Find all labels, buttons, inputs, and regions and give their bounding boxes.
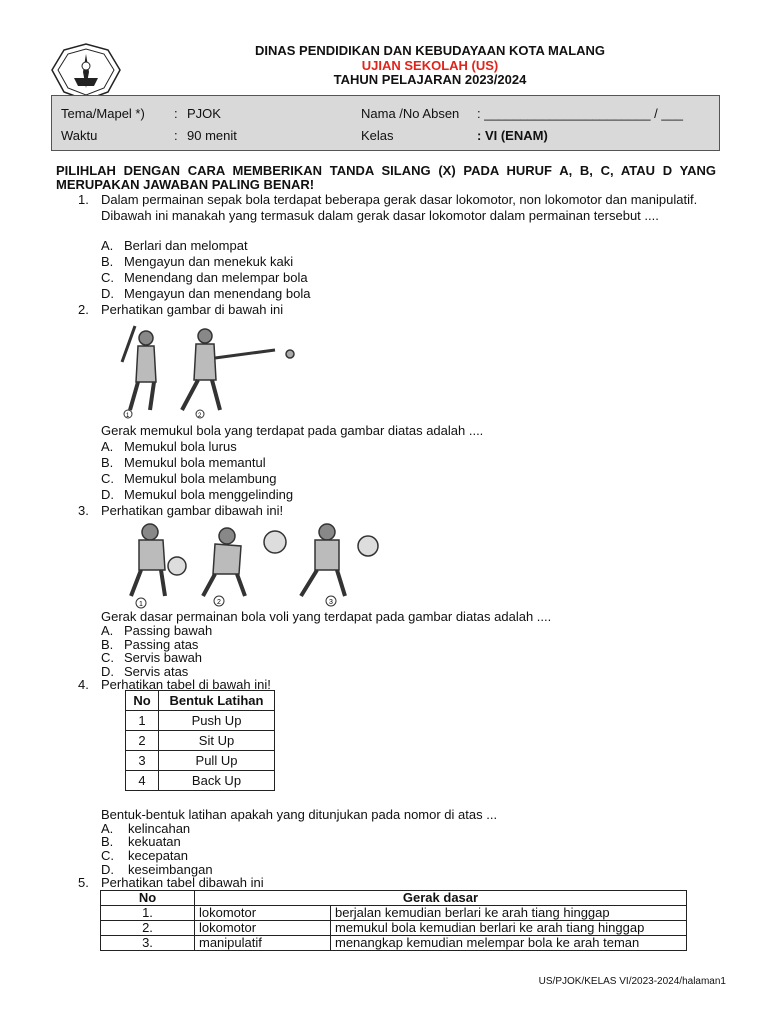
q3-option-text: Passing atas [124,637,199,652]
q1-option-text: Menendang dan melempar bola [124,270,308,285]
nama-label: Nama /No Absen [361,106,460,121]
q3-option-letter[interactable]: C. [101,650,114,665]
table-cell: Push Up [159,711,275,731]
q4-intro: Perhatikan tabel di bawah ini! [101,677,271,692]
q3-option-letter[interactable]: B. [101,637,114,652]
q2-option-letter[interactable]: C. [101,471,114,486]
page-footer: US/PJOK/KELAS VI/2023-2024/halaman1 [538,976,726,987]
q3-number: 3. [78,503,89,518]
q2-option-text: Memukul bola lurus [124,439,237,454]
q2-option-text: Memukul bola memantul [124,455,266,470]
header-year: TAHUN PELAJARAN 2023/2024 [333,72,527,87]
exercise-table [125,690,275,791]
q3-option-text: Passing bawah [124,623,213,638]
q1-option-letter[interactable]: D. [101,286,114,301]
movement-table [100,890,687,951]
q2-option-text: Memukul bola melambung [124,471,277,486]
fig3-label: 3 [329,599,333,606]
instruction: PILIHLAH DENGAN CARA MEMBERIKAN TANDA SILANG (X) PADA HURUF A, B, C, ATAU D YANG MERUPAKAN JAWABAN PALING BENAR! [56,163,716,192]
table-row [126,751,275,771]
table-row [101,936,687,951]
waktu-colon: : [174,128,178,143]
header-exam: UJIAN SEKOLAH (US) [361,58,499,73]
q1-text: Dalam permainan sepak bola terdapat beberapa gerak dasar lokomotor, non lokomotor dan manipulatif. Dibawah ini manakah yang termasuk dalam gerak dasar lokomotor dalam permainan tersebut .... [101,192,698,223]
malang-city-logo [44,42,128,102]
table-cell: 3 [126,751,159,771]
nama-field[interactable]: : _______________________ / ___ [477,106,684,121]
table-cell: 2 [126,731,159,751]
table-cell: 1 [126,711,159,731]
table-cell: 3. [101,936,195,951]
q4-option-letter[interactable]: D. [101,862,114,877]
kelas-label: Kelas [361,128,394,143]
q2-option-text: Memukul bola menggelinding [124,487,294,502]
table-header: No [101,891,195,906]
table-cell: menangkap kemudian melempar bola ke arah teman [331,936,687,951]
table-header-row [126,691,275,711]
tema-colon: : [174,106,178,121]
q1-option-text: Mengayun dan menekuk kaki [124,254,294,269]
table-header-row [101,891,687,906]
q5-number: 5. [78,875,89,890]
q2-number: 2. [78,302,89,317]
table-header: Gerak dasar [195,891,687,906]
batting-illustration [100,322,300,422]
table-row [101,906,687,921]
table-header: Bentuk Latihan [159,691,275,711]
fig2-label: 1 [126,413,130,419]
q2-option-letter[interactable]: A. [101,439,114,454]
table-cell: berjalan kemudian berlari ke arah tiang hinggap [331,906,687,921]
waktu-label: Waktu [61,128,98,143]
q4-option-letter[interactable]: C. [101,848,114,863]
tema-value: PJOK [187,106,221,121]
q4-text: Bentuk-bentuk latihan apakah yang ditunjukan pada nomor di atas ... [101,807,498,822]
table-row [101,921,687,936]
table-header: No [126,691,159,711]
table-cell: Pull Up [159,751,275,771]
q1-option-letter[interactable]: C. [101,270,114,285]
table-cell: 2. [101,921,195,936]
q2-text: Gerak memukul bola yang terdapat pada gambar diatas adalah .... [101,423,484,438]
waktu-value: 90 menit [187,128,237,143]
table-cell: lokomotor [195,921,331,936]
q5-intro: Perhatikan tabel dibawah ini [101,875,264,890]
q2-intro: Perhatikan gambar di bawah ini [101,302,284,317]
q3-option-text: Servis bawah [124,650,203,665]
q1-option-letter[interactable]: B. [101,254,114,269]
table-cell: 1. [101,906,195,921]
q1-option-letter[interactable]: A. [101,238,114,253]
q2-option-letter[interactable]: D. [101,487,114,502]
table-cell: Back Up [159,771,275,791]
table-cell: manipulatif [195,936,331,951]
q3-intro: Perhatikan gambar dibawah ini! [101,503,284,518]
table-cell: lokomotor [195,906,331,921]
q4-option-text: kekuatan [128,834,181,849]
q3-option-text: Servis atas [124,664,189,679]
q4-option-text: kecepatan [128,848,188,863]
q4-option-letter[interactable]: B. [101,834,114,849]
table-row [126,711,275,731]
student-info-box [51,95,720,151]
q3-option-letter[interactable]: D. [101,664,114,679]
table-row [126,771,275,791]
q4-number: 4. [78,677,89,692]
q3-text: Gerak dasar permainan bola voli yang terdapat pada gambar diatas adalah .... [101,609,552,624]
q4-option-text: kelincahan [128,821,191,836]
q1-option-text: Mengayun dan menendang bola [124,286,311,301]
table-cell: Sit Up [159,731,275,751]
table-cell: memukul bola kemudian berlari ke arah tiang hinggap [331,921,687,936]
fig2-label: 2 [198,413,202,419]
q2-option-letter[interactable]: B. [101,455,114,470]
q1-option-text: Berlari dan melompat [124,238,248,253]
header-office: DINAS PENDIDIKAN DAN KEBUDAYAAN KOTA MALANG [254,43,606,58]
q4-option-letter[interactable]: A. [101,821,114,836]
q4-option-text: keseimbangan [128,862,213,877]
table-row [126,731,275,751]
kelas-value: : VI (ENAM) [477,128,548,143]
fig3-label: 2 [217,599,221,606]
tema-label: Tema/Mapel *) [61,106,145,121]
volleyball-illustration [105,522,385,610]
q1-number: 1. [78,192,89,207]
table-cell: 4 [126,771,159,791]
q3-option-letter[interactable]: A. [101,623,114,638]
fig3-label: 1 [139,601,143,608]
